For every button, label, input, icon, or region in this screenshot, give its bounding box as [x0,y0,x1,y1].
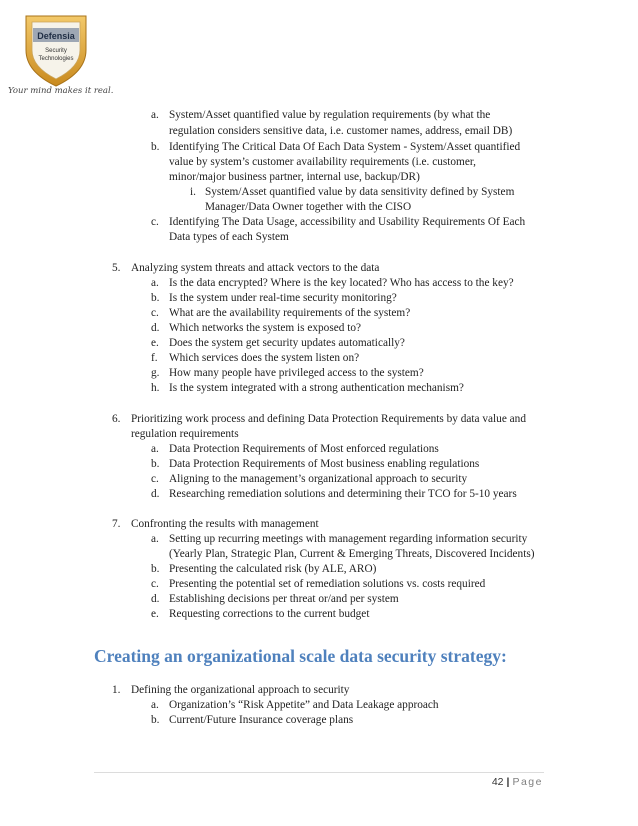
list-marker: a. [151,443,159,455]
list-text: Establishing decisions per threat or/and per system [169,593,399,605]
list-text: (Yearly Plan, Strategic Plan, Current & Emerging Threats, Discovered Incidents) [169,548,535,560]
list-marker: c. [151,473,159,485]
list-item [151,336,405,350]
list-item [151,457,479,471]
list-item [151,698,439,712]
list-item [190,185,514,199]
list-item-continuation [169,170,420,184]
section-heading: Creating an organizational scale data security strategy: [94,646,507,666]
list-item-continuation [169,547,535,561]
list-text: Which networks the system is exposed to? [169,322,362,334]
list-marker: a. [151,109,159,121]
list-item-continuation [131,427,239,441]
list-marker: b. [151,563,160,575]
list-item-continuation [205,200,411,214]
list-text: Requesting corrections to the current budget [169,608,370,620]
list-text: Is the system integrated with a strong authentication mechanism? [169,382,464,394]
list-item [151,577,485,591]
list-item [151,108,490,122]
list-text: Data types of each System [169,231,289,243]
list-marker: e. [151,337,159,349]
list-text: Analyzing system threats and attack vectors to the data [131,262,380,274]
list-item [151,215,525,229]
logo-subtitle-1: Security [45,48,67,54]
logo-subtitle-2: Technologies [38,56,74,62]
page-footer [492,776,543,788]
list-item [151,276,514,290]
list-marker: b. [151,292,160,304]
list-item [151,532,527,546]
list-text: Setting up recurring meetings with management regarding information security [169,533,528,545]
list-text: Does the system get security updates automatically? [169,337,405,349]
list-item [151,592,399,606]
list-item [151,472,467,486]
list-marker: b. [151,458,160,470]
list-marker: a. [151,277,159,289]
list-item [151,607,369,621]
list-marker: c. [151,307,159,319]
list-text: Organization’s “Risk Appetite” and Data Leakage approach [169,699,439,711]
list-text: regulation considers sensitive data, i.e. customer names, address, email DB) [169,125,513,137]
list-item [151,306,410,320]
list-marker: 1. [112,684,121,696]
list-marker: c. [151,216,159,228]
list-item [151,713,353,727]
list-marker: 6. [112,413,121,425]
list-item [151,562,376,576]
logo-tagline: Your mind makes it real. [8,86,114,96]
list-item-continuation [169,230,289,244]
page-label: Page [512,776,543,788]
list-item-continuation [169,155,476,169]
list-text: Identifying The Critical Data Of Each Data System - System/Asset quantified [169,141,521,153]
list-text: Defining the organizational approach to security [131,684,350,696]
list-text: Is the data encrypted? Where is the key located? Who has access to the key? [169,277,514,289]
list-item [151,442,439,456]
list-text: minor/major business partner, internal use, backup/DR) [169,171,420,183]
list-text: What are the availability requirements of the system? [169,307,411,319]
footer-divider [94,772,544,773]
list-marker: a. [151,533,159,545]
list-item [151,366,424,380]
list-text: How many people have privileged access to the system? [169,367,424,379]
list-text: Data Protection Requirements of Most enforced regulations [169,443,439,455]
list-marker: i. [190,186,196,198]
list-item [151,351,359,365]
list-marker: d. [151,322,160,334]
list-text: Current/Future Insurance coverage plans [169,714,354,726]
list-marker: 7. [112,518,121,530]
list-text: Prioritizing work process and defining Data Protection Requirements by data value and [131,413,526,425]
list-marker: b. [151,141,160,153]
list-text: Confronting the results with management [131,518,319,530]
list-text: Is the system under real-time security monitoring? [169,292,397,304]
list-text: regulation requirements [131,428,239,440]
list-text: Manager/Data Owner together with the CISO [205,201,412,213]
list-marker: g. [151,367,160,379]
list-text: Identifying The Data Usage, accessibility and Usability Requirements Of Each [169,216,526,228]
list-item [151,321,361,335]
list-marker: c. [151,578,159,590]
list-marker: h. [151,382,160,394]
list-item [151,140,520,154]
numbered-item [112,683,349,697]
page-number: 42 [491,776,504,788]
list-text: Researching remediation solutions and determining their TCO for 5-10 years [169,488,517,500]
list-marker: e. [151,608,159,620]
list-marker: f. [151,352,158,364]
list-text: Which services does the system listen on? [169,352,360,364]
list-text: Data Protection Requirements of Most business enabling regulations [169,458,480,470]
list-item [151,487,517,501]
list-marker: a. [151,699,159,711]
numbered-item [112,412,526,426]
list-text: value by system’s customer availability requirements (i.e. customer, [169,156,476,168]
list-item [151,381,464,395]
list-item [151,291,397,305]
list-marker: d. [151,488,160,500]
footer-separator: | [506,776,510,788]
list-marker: 5. [112,262,121,274]
list-marker: d. [151,593,160,605]
list-text: Presenting the calculated risk (by ALE, ARO) [169,563,377,575]
list-text: Aligning to the management’s organizational approach to security [169,473,468,485]
list-text: Presenting the potential set of remediation solutions vs. costs required [169,578,486,590]
numbered-item [112,261,379,275]
numbered-item [112,517,319,531]
logo-title: Defensia [37,31,75,41]
list-text: System/Asset quantified value by data sensitivity defined by System [205,186,515,198]
list-item-continuation [169,124,512,138]
list-text: System/Asset quantified value by regulation requirements (by what the [169,109,491,121]
list-marker: b. [151,714,160,726]
